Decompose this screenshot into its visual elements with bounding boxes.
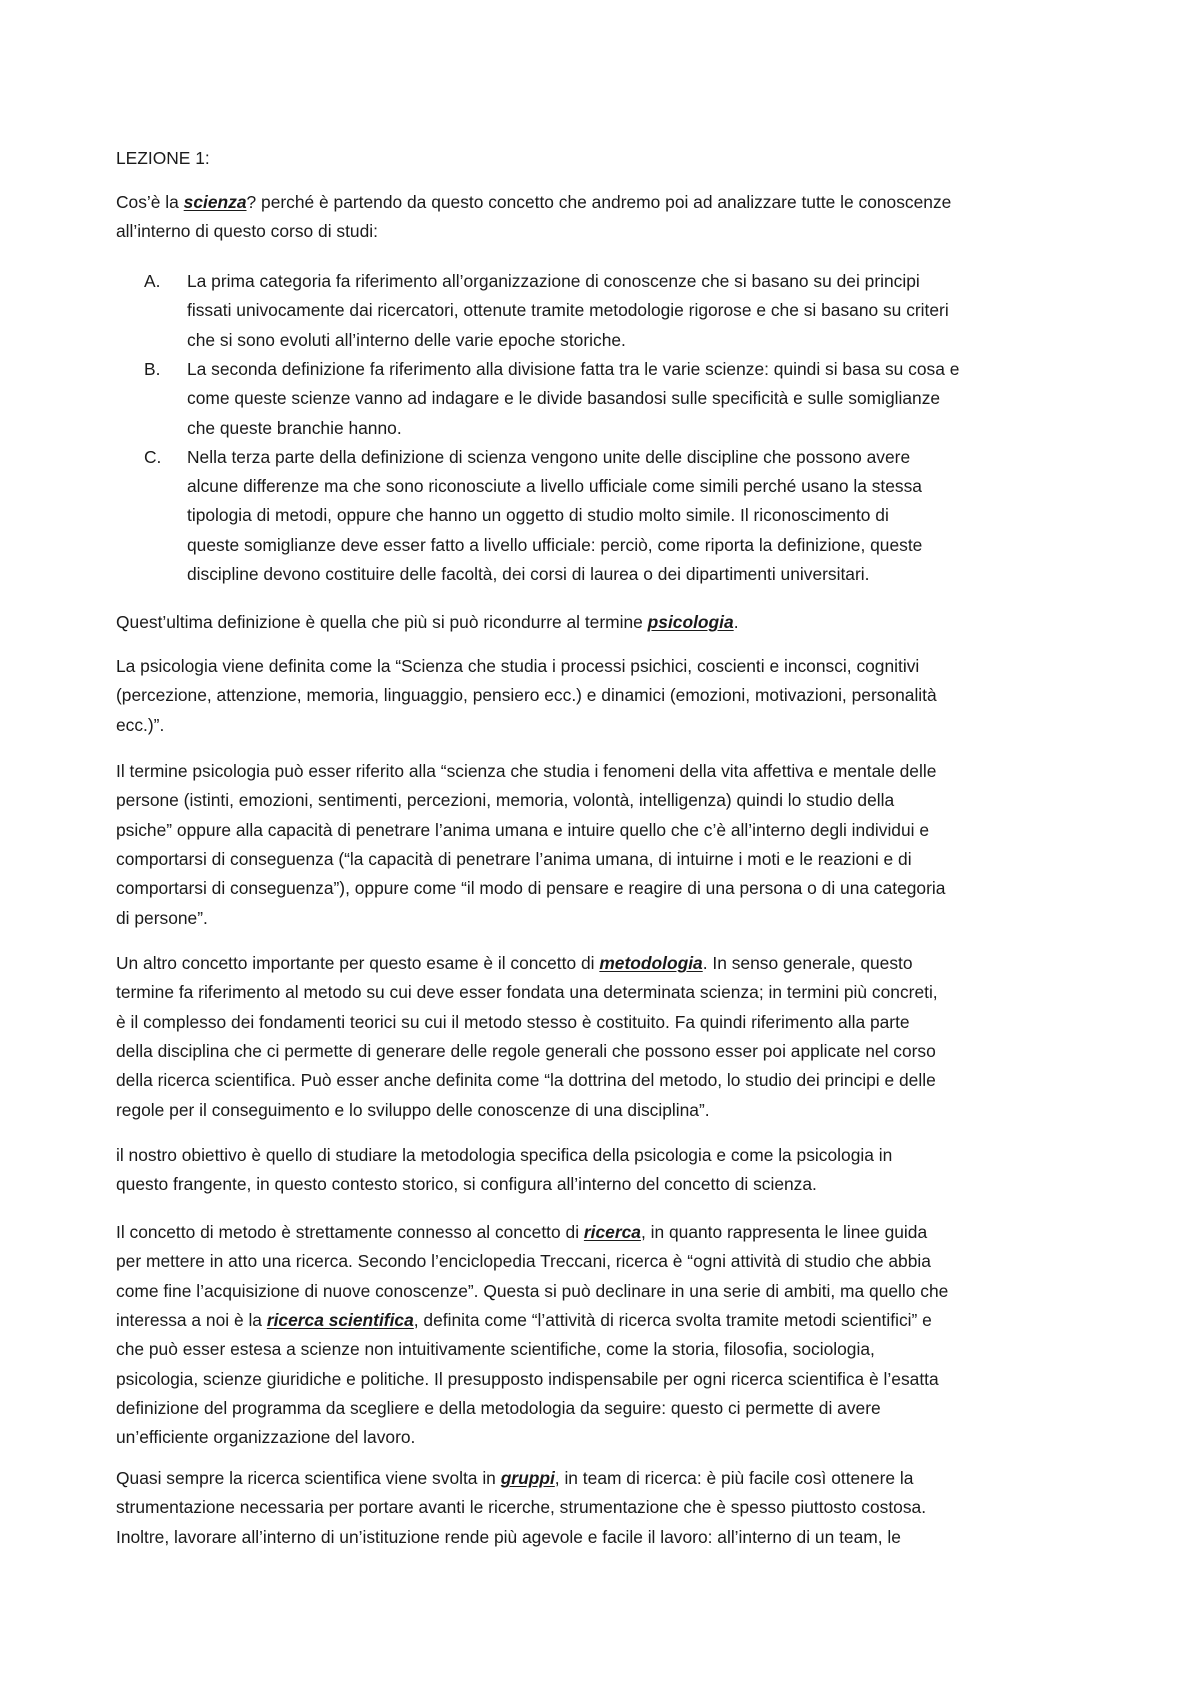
text-run: Inoltre, lavorare all’interno di un’istituzione rende più agevole e facile il lavoro: all’interno di un team, le	[116, 1526, 901, 1547]
text-run: Quest’ultima definizione è quella che più si può ricondurre al termine	[116, 612, 648, 632]
text-run: persone (istinti, emozioni, sentimenti, percezioni, memoria, volontà, intelligenza) quindi lo studio della	[116, 790, 895, 811]
text-run: regole per il conseguimento e lo sviluppo delle conoscenze di una disciplina”.	[116, 1099, 710, 1120]
paragraph-line	[116, 952, 913, 974]
paragraph-line	[116, 1526, 901, 1548]
paragraph-line	[116, 714, 164, 736]
text-run: che può esser estesa a scienze non intuitivamente scientifiche, come la storia, filosofia, sociologia,	[116, 1339, 875, 1360]
paragraph-line	[116, 1040, 936, 1062]
text-run: comportarsi di conseguenza (“la capacità di penetrare l’anima umana, di intuirne i moti e le reazioni e di	[116, 848, 912, 869]
paragraph-line	[116, 789, 894, 811]
text-run: come fine l’acquisizione di nuove conoscenze”. Questa si può declinare in una serie di ambiti, ma quello che	[116, 1280, 949, 1301]
keyword-ricerca: ricerca	[583, 1222, 641, 1242]
paragraph-line	[116, 1099, 710, 1121]
paragraph-line	[116, 1250, 931, 1272]
text-run: strumentazione necessaria per portare avanti le ricerche, strumentazione che è spesso piuttosto costosa.	[116, 1497, 927, 1518]
text-run: comportarsi di conseguenza”), oppure come “il modo di pensare e reagire di una persona o di una categoria	[116, 878, 946, 899]
list-item-line: fissati univocamente dai ricercatori, ottenute tramite metodologie rigorose e che si basano su criteri	[187, 300, 949, 321]
list-marker: C.	[144, 446, 162, 467]
text-run: questo frangente, in questo contesto storico, si configura all’interno del concetto di scienza.	[116, 1174, 817, 1195]
text-run: interessa a noi è la	[116, 1309, 267, 1330]
text-run: La psicologia viene definita come la “Scienza che studia i processi psichici, coscienti e inconsci, cognitivi	[116, 656, 920, 676]
paragraph-line	[116, 877, 945, 899]
text-run: Cos’è la	[116, 192, 184, 212]
paragraph-line	[116, 1426, 415, 1448]
text-run: è il complesso dei fondamenti teorici su cui il metodo stesso è costituito. Fa quindi riferimento alla parte	[116, 1011, 910, 1032]
keyword-gruppi: gruppi	[500, 1468, 555, 1488]
text-run: Il termine psicologia può esser riferito alla “scienza che studia i fenomeni della vita affettiva e mentale delle	[116, 761, 937, 781]
text-run: di persone”.	[116, 907, 208, 928]
text-run: definizione del programma da scegliere e della metodologia da seguire: questo ci permette di avere	[116, 1397, 881, 1418]
list-item-line: tipologia di metodi, oppure che hanno un oggetto di studio molto simile. Il riconoscimento di	[187, 505, 889, 526]
paragraph-line	[116, 191, 951, 213]
text-run: Quasi sempre la ricerca scientifica viene svolta in	[116, 1468, 501, 1488]
list-item-line: Nella terza parte della definizione di scienza vengono unite delle discipline che possono avere	[187, 446, 911, 467]
paragraph-line	[116, 981, 938, 1003]
text-run: , in team di ricerca: è più facile così ottenere la	[554, 1468, 914, 1488]
keyword-metodologia: metodologia	[599, 953, 703, 973]
paragraph-line	[116, 907, 208, 929]
list-item-line: che queste branchie hanno.	[187, 417, 402, 438]
paragraph-line	[116, 1496, 926, 1518]
paragraph-line	[116, 1368, 939, 1390]
paragraph-line	[116, 220, 378, 242]
keyword-scienza: scienza	[183, 192, 247, 212]
text-run: , definita come “l’attività di ricerca svolta tramite metodi scientifici” e	[413, 1309, 932, 1330]
paragraph-line	[116, 684, 937, 706]
list-marker: A.	[144, 271, 161, 291]
text-run: ecc.)”.	[116, 714, 165, 735]
paragraph-line	[116, 1397, 881, 1419]
paragraph-line	[116, 1144, 892, 1166]
text-run: della disciplina che ci permette di generare delle regole generali che possono esser poi applicate nel corso	[116, 1040, 936, 1061]
paragraph-line	[116, 760, 936, 782]
paragraph-line	[116, 1173, 817, 1195]
keyword-psicologia: psicologia	[647, 612, 734, 632]
paragraph-line	[116, 1280, 948, 1302]
list-item-line: alcune differenze ma che sono riconosciute a livello ufficiale come simili perché usano la stessa	[187, 476, 922, 497]
paragraph-line	[116, 1011, 910, 1033]
list-item-line: come queste scienze vanno ad indagare e le divide basandosi sulle specificità e sulle somiglianze	[187, 388, 941, 409]
list-item-line: discipline devono costituire delle facoltà, dei corsi di laurea o dei dipartimenti universitari.	[187, 564, 870, 584]
paragraph-line	[116, 1338, 875, 1360]
text-run: Un altro concetto importante per questo esame è il concetto di	[116, 953, 600, 973]
text-run: per mettere in atto una ricerca. Secondo l’enciclopedia Treccani, ricerca è “ogni attività di studio che abbia	[116, 1251, 931, 1272]
text-run: (percezione, attenzione, memoria, linguaggio, pensiero ecc.) e dinamici (emozioni, motivazioni, personalità	[116, 685, 937, 706]
text-run: , in quanto rappresenta le linee guida	[640, 1222, 928, 1242]
paragraph-line	[116, 819, 929, 841]
paragraph-line	[116, 1467, 913, 1489]
text-run: della ricerca scientifica. Può esser anche definita come “la dottrina del metodo, lo studio dei principi e delle	[116, 1070, 936, 1091]
text-run: .	[733, 612, 739, 632]
paragraph-line	[116, 1309, 932, 1331]
paragraph-line	[116, 1069, 936, 1091]
text-run: psicologia, scienze giuridiche e politiche. Il presupposto indispensabile per ogni ricerca scientifica è l’esatta	[116, 1368, 939, 1389]
list-item-line: queste somiglianze deve esser fatto a livello ufficiale: perciò, come riporta la definizione, queste	[187, 534, 923, 555]
paragraph-line	[116, 655, 919, 677]
text-run: psiche” oppure alla capacità di penetrare l’anima umana e intuire quello che c’è all’interno degli individui e	[116, 819, 930, 840]
text-run: . In senso generale, questo	[702, 953, 913, 973]
text-run: all’interno di questo corso di studi:	[116, 221, 378, 242]
text-run: un’efficiente organizzazione del lavoro.	[116, 1427, 416, 1448]
page-title: LEZIONE 1:	[116, 148, 210, 168]
text-run: il nostro obiettivo è quello di studiare la metodologia specifica della psicologia e come la psicologia in	[116, 1145, 893, 1165]
paragraph-line	[116, 611, 739, 633]
text-run: ? perché è partendo da questo concetto che andremo poi ad analizzare tutte le conoscenze	[246, 192, 952, 212]
list-item-line: La prima categoria fa riferimento all’organizzazione di conoscenze che si basano su dei principi	[187, 271, 920, 291]
paragraph-line	[116, 1221, 927, 1243]
text-run: termine fa riferimento al metodo su cui deve esser fondata una determinata scienza; in termini più concreti,	[116, 982, 938, 1003]
list-marker: B.	[144, 358, 161, 379]
paragraph-line	[116, 848, 912, 870]
list-item-line: che si sono evoluti all’interno delle varie epoche storiche.	[187, 329, 626, 350]
keyword-ricerca-scientifica: ricerca scientifica	[266, 1309, 414, 1330]
list-item-line: La seconda definizione fa riferimento alla divisione fatta tra le varie scienze: quindi si basa su cosa e	[187, 358, 960, 379]
text-run: Il concetto di metodo è strettamente connesso al concetto di	[116, 1222, 584, 1242]
